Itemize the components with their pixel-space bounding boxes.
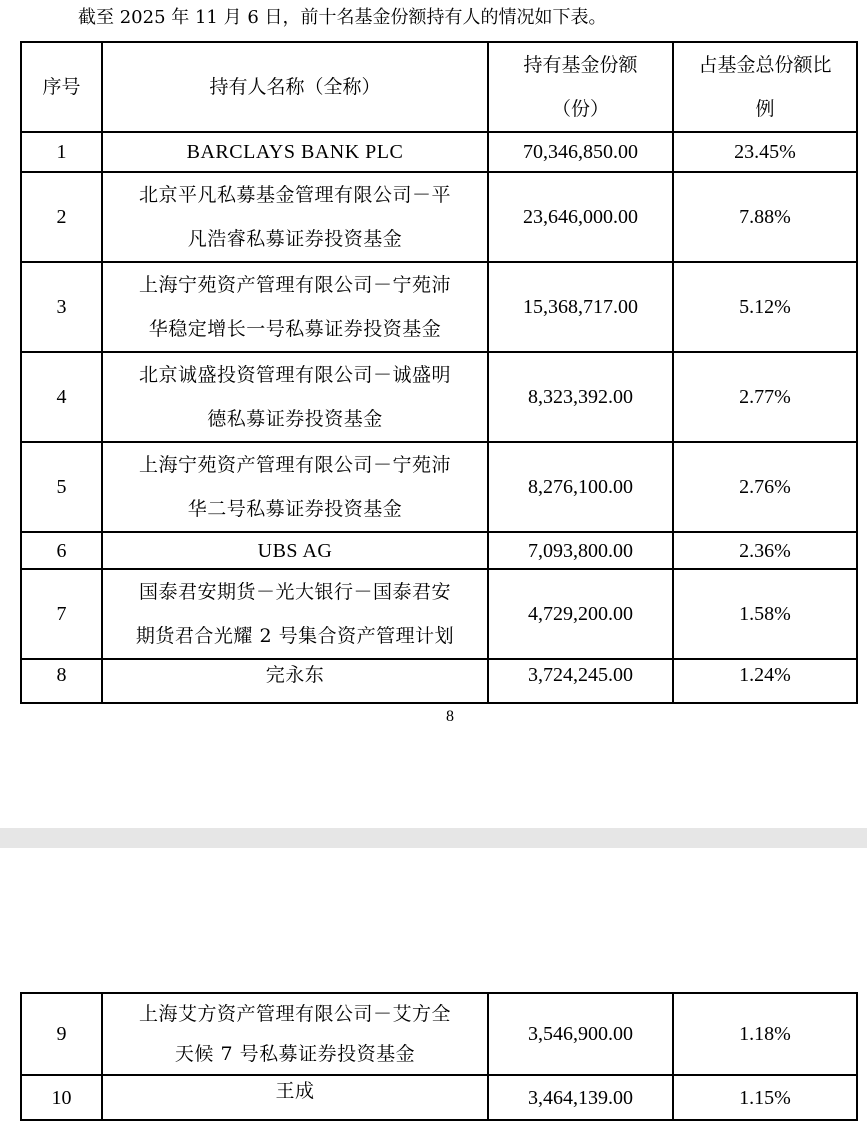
row-no: 9 [21, 993, 102, 1075]
header-no: 序号 [21, 42, 102, 132]
table-row [21, 569, 857, 659]
holder-name-line2: 德私募证券投资基金 [207, 408, 383, 430]
row-shares: 3,464,139.00 [488, 1075, 673, 1120]
row-ratio: 1.15% [673, 1075, 857, 1120]
header-shares [488, 42, 673, 132]
row-no: 8 [21, 659, 102, 703]
holder-name-line1: 完永东 [265, 664, 325, 686]
header-ratio-line2: 例 [755, 98, 775, 120]
document-page-2 [0, 848, 867, 1128]
table-row [21, 1075, 857, 1120]
holder-name-line2: 天候 7 号私募证券投资基金 [174, 1043, 416, 1065]
row-holder-name [102, 352, 488, 442]
holder-name-line2: 期货君合光耀 2 号集合资产管理计划 [135, 625, 455, 647]
holder-name-line1: 北京平凡私募基金管理有限公司－平 [138, 184, 451, 206]
table-row [21, 659, 857, 703]
table-row [21, 132, 857, 172]
holders-table-part2 [20, 992, 858, 1121]
row-holder-name [102, 262, 488, 352]
row-no: 2 [21, 172, 102, 262]
row-shares: 15,368,717.00 [488, 262, 673, 352]
row-holder-name [102, 172, 488, 262]
header-shares-line1: 持有基金份额 [523, 54, 638, 76]
row-shares: 3,546,900.00 [488, 993, 673, 1075]
row-holder-name [102, 569, 488, 659]
row-shares: 8,276,100.00 [488, 442, 673, 532]
intro-sentence: 截至 2025 年 11 月 6 日，前十名基金份额持有人的情况如下表。 [78, 7, 607, 28]
header-ratio-line1: 占基金总份额比 [698, 54, 832, 76]
holder-name-line1: 上海宁苑资产管理有限公司－宁苑沛 [138, 454, 451, 476]
page-number: 8 [446, 708, 454, 725]
row-shares: 3,724,245.00 [488, 659, 673, 703]
row-no: 10 [21, 1075, 102, 1120]
table-row [21, 532, 857, 569]
table-row [21, 172, 857, 262]
row-no: 4 [21, 352, 102, 442]
table-row [21, 993, 857, 1075]
page-separator [0, 828, 867, 848]
holder-name-line1: 北京诚盛投资管理有限公司－诚盛明 [138, 364, 451, 386]
row-ratio: 7.88% [673, 172, 857, 262]
row-shares: 70,346,850.00 [488, 132, 673, 172]
row-ratio: 2.36% [673, 532, 857, 569]
row-ratio: 1.24% [673, 659, 857, 703]
holder-name-line1: 国泰君安期货－光大银行－国泰君安 [138, 581, 451, 603]
row-ratio: 1.58% [673, 569, 857, 659]
row-shares: 8,323,392.00 [488, 352, 673, 442]
table-row [21, 352, 857, 442]
table-row [21, 442, 857, 532]
row-no: 6 [21, 532, 102, 569]
header-shares-line2: （份） [551, 98, 609, 120]
holder-name-line2: 华二号私募证券投资基金 [187, 498, 403, 520]
row-no: 1 [21, 132, 102, 172]
holder-name-line1: 王成 [275, 1080, 315, 1102]
row-no: 5 [21, 442, 102, 532]
row-ratio: 23.45% [673, 132, 857, 172]
holder-name-line1: BARCLAYS BANK PLC [186, 141, 404, 163]
row-holder-name [102, 659, 488, 703]
row-shares: 4,729,200.00 [488, 569, 673, 659]
holder-name-line1: 上海艾方资产管理有限公司－艾方全 [138, 1003, 451, 1025]
row-holder-name [102, 1075, 488, 1120]
row-shares: 7,093,800.00 [488, 532, 673, 569]
row-ratio: 5.12% [673, 262, 857, 352]
header-ratio [673, 42, 857, 132]
holder-name-line1: UBS AG [257, 539, 333, 562]
row-holder-name [102, 993, 488, 1075]
table-row [21, 262, 857, 352]
row-ratio: 1.18% [673, 993, 857, 1075]
row-ratio: 2.77% [673, 352, 857, 442]
table-header-row [21, 42, 857, 132]
row-no: 3 [21, 262, 102, 352]
holder-name-line1: 上海宁苑资产管理有限公司－宁苑沛 [138, 274, 451, 296]
holder-name-line2: 凡浩睿私募证券投资基金 [187, 228, 403, 250]
row-ratio: 2.76% [673, 442, 857, 532]
header-name: 持有人名称（全称） [102, 42, 488, 132]
row-holder-name [102, 132, 488, 172]
row-holder-name [102, 442, 488, 532]
row-no: 7 [21, 569, 102, 659]
holder-name-line2: 华稳定增长一号私募证券投资基金 [148, 318, 442, 340]
row-shares: 23,646,000.00 [488, 172, 673, 262]
row-holder-name [102, 532, 488, 569]
holders-table-part1 [20, 41, 858, 704]
